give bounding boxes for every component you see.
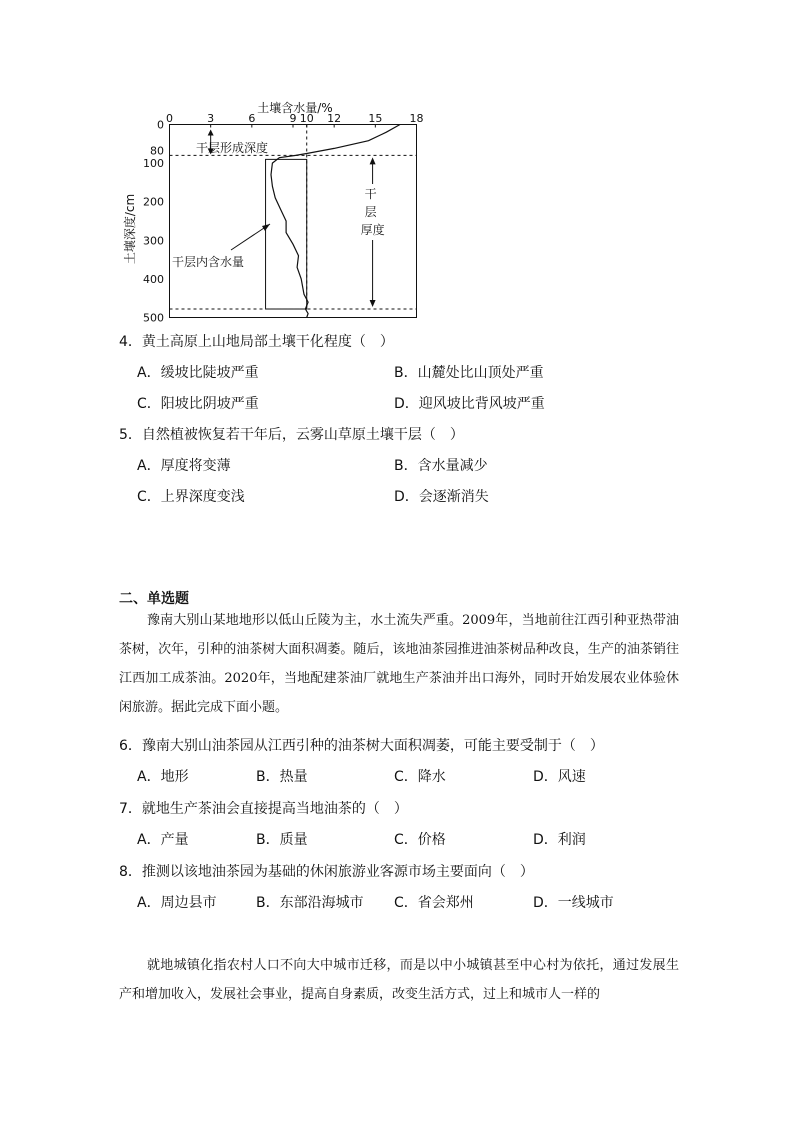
q8-option-a[interactable]: A．周边县市 [137,895,217,911]
arrow-head [370,300,376,307]
x-tick-label: 18 [409,112,424,125]
question-4-stem: 4．黄土高原上山地局部土壤干化程度（ ） [119,334,394,350]
passage-2 [119,951,679,1009]
x-tick-label: 12 [327,112,342,125]
y-tick-label: 80 [150,144,164,158]
y-tick-label: 0 [157,118,164,132]
x-tick-label: 3 [207,112,215,125]
q6-option-c[interactable]: C．降水 [394,769,446,785]
section-title: 二、单选题 [119,591,189,607]
arrow-head [370,157,376,164]
moisture-curve [271,125,400,318]
question-6-stem: 6．豫南大别山油茶园从江西引种的油茶树大面积凋萎，可能主要受制于（ ） [119,738,604,754]
y-tick-label: 100 [143,157,164,171]
q7-option-d[interactable]: D．利润 [533,832,586,848]
q4-option-c[interactable]: C．阳坡比阴坡严重 [137,396,259,412]
y-tick-labels [143,119,164,323]
x-tick-label: 10 [299,112,314,125]
q6-option-a[interactable]: A．地形 [137,769,189,785]
thickness-label: 干 层 厚度 [360,187,385,237]
x-tick-label: 9 [289,112,297,125]
x-tick-label: 6 [248,112,256,125]
q4-option-a[interactable]: A．缓坡比陡坡严重 [137,365,259,381]
y-tick-label: 300 [143,234,164,248]
q8-option-d[interactable]: D．一线城市 [533,895,614,911]
soil-moisture-chart [118,92,428,322]
q4-option-d[interactable]: D．迎风坡比背风坡严重 [394,396,545,412]
q8-option-b[interactable]: B．东部沿海城市 [256,895,364,911]
q5-option-c[interactable]: C．上界深度变浅 [137,489,245,505]
question-7-stem: 7．就地生产茶油会直接提高当地油茶的（ ） [119,801,408,817]
y-tick-label: 500 [143,311,164,322]
y-tick-label: 400 [143,272,164,286]
x-tick-label: 0 [166,112,173,125]
y-tick-label: 200 [143,195,164,209]
q6-option-d[interactable]: D．风速 [533,769,586,785]
q8-option-c[interactable]: C．省会郑州 [394,895,474,911]
passage-1-text: 豫南大别山某地地形以低山丘陵为主，水土流失严重。2009年，当地前往江西引种亚热带油茶树，次年，引种的油茶树大面积凋萎。随后，该地油茶园推进油茶树品种改良，生产的油茶销往江西加工成茶油。2020年，当地配建茶油厂就地生产茶油并出口海外，同时开始发展农业体验休闲旅游。据此完成下面小题。 [119,613,679,715]
q5-option-d[interactable]: D．会逐渐消失 [394,489,489,505]
passage-1 [119,606,679,722]
y-axis-title: 土壤深度/cm [123,193,137,265]
q4-option-b[interactable]: B．山麓处比山顶处严重 [394,365,544,381]
arrow-head [208,130,214,136]
q7-option-c[interactable]: C．价格 [394,832,446,848]
q7-option-a[interactable]: A．产量 [137,832,189,848]
q6-option-b[interactable]: B．热量 [256,769,308,785]
x-axis-title: 土壤含水量/% [257,101,333,115]
layer-moisture-label: 干层内含水量 [172,255,245,269]
question-8-stem: 8．推测以该地油茶园为基础的休闲旅游业客源市场主要面向（ ） [119,864,534,880]
question-5-stem: 5．自然植被恢复若干年后，云雾山草原土壤干层（ ） [119,427,464,443]
x-tick-labels [166,112,424,128]
formation-depth-label: 干层形成深度 [196,141,269,155]
q5-option-b[interactable]: B．含水量减少 [394,458,488,474]
q7-option-b[interactable]: B．质量 [256,832,308,848]
passage-2-text: 就地城镇化指农村人口不向大中城市迁移，而是以中小城镇甚至中心村为依托，通过发展生产和增加收入，发展社会事业，提高自身素质，改变生活方式，过上和城市人一样的 [119,958,679,1002]
x-tick-label: 15 [368,112,383,125]
q5-option-a[interactable]: A．厚度将变薄 [137,458,231,474]
